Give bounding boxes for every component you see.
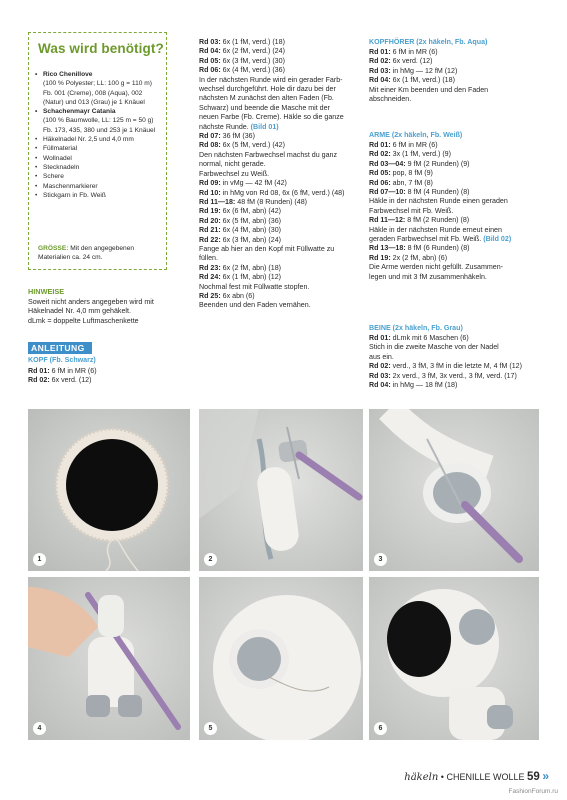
round-label: Rd 06: — [369, 178, 391, 187]
round-text: wechsel durchgeführt. Hole dir dazu bei der — [199, 85, 336, 94]
watermark: FashionForum.ru — [508, 788, 558, 795]
pattern-column-2 — [199, 38, 344, 311]
round-label: Rd 06: — [199, 66, 221, 75]
material-item: • Schachenmayr Catania — [35, 107, 165, 116]
round-text: dLmk mit 6 Maschen (6) — [390, 334, 469, 342]
round-text: 6x (4 fM, abn) (30) — [220, 226, 282, 235]
pattern-row — [199, 57, 344, 66]
round-text: 2x (2 fM, abn) (6) — [390, 253, 448, 262]
pattern-row — [199, 160, 344, 169]
photo-3-headphone — [369, 409, 539, 571]
round-label: Rd 13—18: — [369, 244, 406, 253]
round-label: Rd 02: — [28, 376, 50, 385]
round-label: Rd 11—12: — [369, 216, 406, 225]
pattern-row — [369, 254, 511, 263]
round-text: 6x (5 fM, abn) (36) — [220, 216, 282, 225]
pattern-row — [369, 216, 511, 225]
round-text: Nochmal fest mit Füllwatte stopfen. — [199, 282, 310, 291]
pattern-row — [369, 226, 511, 235]
hint-line: dLmk = doppelte Luftmaschenkette — [28, 316, 139, 325]
round-label: Rd 07: — [199, 132, 221, 141]
pattern-row — [199, 141, 344, 150]
round-text: 36 fM (36) — [220, 132, 255, 141]
hints-text — [28, 298, 154, 326]
size-text-1: Mit den angegebenen — [68, 245, 135, 252]
material-item: • Rico Chenillove — [35, 70, 165, 79]
round-text: 6x (1 fM, verd.) (18) — [220, 38, 285, 46]
pattern-row — [199, 264, 344, 273]
round-label: Rd 10: — [199, 188, 221, 197]
pattern-row — [369, 334, 522, 343]
photo-6-finished-head — [369, 577, 539, 740]
round-label: Rd 03: — [199, 38, 221, 46]
round-text: 6x abn (6) — [220, 291, 255, 300]
round-text: Die Arme werden nicht gefüllt. Zusammen- — [369, 263, 504, 272]
page-footer — [404, 769, 549, 783]
round-text: Den nächsten Farbwechsel machst du ganz — [199, 150, 338, 159]
pattern-row — [369, 150, 511, 159]
material-item: (100 % Polyester; LL: 100 g = 110 m) — [43, 80, 152, 88]
photo-number: 2 — [204, 553, 217, 566]
pattern-row — [369, 235, 511, 244]
arms-rows — [369, 141, 511, 282]
hints-title: HINWEISE — [28, 287, 65, 296]
round-text: Häkle in der nächsten Runde erneut einen — [369, 225, 502, 234]
photo-number: 3 — [374, 553, 387, 566]
round-text: in hMg von Rd 08, 6x (6 fM, verd.) (48) — [220, 188, 345, 197]
headphones-title: KOPFHÖRER (2x häkeln, Fb. Aqua) — [369, 38, 488, 46]
round-text: 2x verd., 3 fM, 3x verd., 3 fM, verd. (17) — [390, 371, 517, 380]
round-text: 6 fM in MR (6) — [390, 48, 438, 56]
pattern-row — [369, 95, 488, 104]
pattern-row — [199, 132, 344, 141]
round-text: nächste Runde. — [199, 122, 251, 131]
round-text: Mit einer Km beenden und den Faden — [369, 85, 489, 94]
pattern-row — [369, 160, 511, 169]
pattern-row — [199, 151, 344, 160]
material-item: Fb. 173, 435, 380 und 253 je 1 Knäuel — [43, 126, 156, 134]
round-text: 6 fM in MR (6) — [49, 367, 97, 375]
pattern-row — [369, 353, 522, 362]
round-text: 6x (2 fM, verd.) (24) — [220, 47, 285, 56]
headphones-rows — [369, 48, 488, 104]
round-label: Rd 01: — [369, 334, 391, 342]
pattern-row — [369, 381, 522, 390]
photo-2-arm — [199, 409, 363, 571]
pattern-row — [28, 367, 97, 376]
round-text: Fange ab hier an den Kopf mit Füllwatte zu — [199, 244, 335, 253]
round-text: 6x (3 fM, verd.) (30) — [220, 56, 285, 65]
round-label: Rd 09: — [199, 179, 221, 188]
round-label: Rd 22: — [199, 235, 221, 244]
round-label: Rd 25: — [199, 291, 221, 300]
pattern-row — [199, 236, 344, 245]
pattern-row — [199, 283, 344, 292]
round-label: Rd 04: — [199, 47, 221, 56]
materials-title: Was wird benötigt? — [38, 41, 164, 56]
round-text: 9 fM (2 Runden) (9) — [405, 159, 470, 168]
pattern-row — [369, 343, 522, 352]
round-label: Rd 19: — [369, 253, 391, 262]
round-text: normal, nicht gerade. — [199, 160, 266, 169]
pattern-row — [369, 57, 488, 66]
footer-magazine: CHENILLE WOLLE — [446, 772, 525, 782]
pattern-row — [199, 217, 344, 226]
pattern-row — [199, 85, 344, 94]
round-label: Rd 03—04: — [369, 159, 406, 168]
pattern-row — [28, 376, 97, 385]
round-label: Rd 01: — [369, 141, 391, 149]
round-text: Beenden und den Faden vernähen. — [199, 301, 311, 310]
photo-number: 5 — [204, 722, 217, 735]
pattern-row — [199, 198, 344, 207]
pattern-row — [199, 245, 344, 254]
material-item: • Maschenmarkierer — [35, 182, 165, 191]
material-item: • Schere — [35, 172, 165, 181]
round-text: 6x (3 fM, abn) (24) — [220, 235, 282, 244]
pattern-row — [199, 292, 344, 301]
round-text: 6x (5 fM, verd.) (42) — [220, 141, 285, 150]
round-text: abn, 7 fM (8) — [390, 178, 433, 187]
pattern-row — [369, 179, 511, 188]
round-label: Rd 04: — [369, 381, 391, 390]
pattern-row — [199, 113, 344, 122]
pattern-row — [369, 273, 511, 282]
round-text: füllen. — [199, 254, 218, 263]
round-label: Rd 03: — [369, 66, 391, 75]
head-rows — [28, 367, 97, 386]
material-item: • Häkelnadel Nr. 2,5 und 4,0 mm — [35, 135, 165, 144]
page-number: 59 — [527, 771, 540, 783]
round-label: Rd 05: — [199, 56, 221, 65]
round-label: Rd 01: — [369, 48, 391, 56]
round-label: Rd 05: — [369, 169, 391, 178]
material-item: • Wollnadel — [35, 154, 165, 163]
pattern-row — [369, 188, 511, 197]
round-text: abschneiden. — [369, 95, 412, 104]
round-text: 6x (2 fM, abn) (18) — [220, 263, 282, 272]
photo-1-head-base — [28, 409, 190, 571]
hint-line: Soweit nicht anders angegeben wird mit — [28, 298, 154, 306]
round-text: verd., 3 fM, 3 fM in die letzte M, 4 fM (12) — [390, 362, 522, 371]
hint-line: Häkelnadel Nr. 4,0 mm gehäkelt. — [28, 307, 131, 316]
round-text: Häkle in der nächsten Runde einen geraden — [369, 197, 508, 206]
round-text: 6x verd. (12) — [49, 376, 92, 385]
pattern-row — [199, 254, 344, 263]
materials-box — [28, 32, 167, 270]
round-text: in hMg — 12 fM (12) — [390, 66, 458, 75]
pattern-row — [199, 104, 344, 113]
round-label: Rd 03: — [369, 371, 391, 380]
round-label: Rd 19: — [199, 207, 221, 216]
pattern-row — [199, 301, 344, 310]
pattern-row — [369, 169, 511, 178]
round-label: Rd 23: — [199, 263, 221, 272]
pattern-row — [369, 207, 511, 216]
photo-reference: (Bild 01) — [250, 122, 279, 131]
pattern-row — [199, 273, 344, 282]
round-text: Farbwechsel zu Weiß. — [199, 169, 270, 178]
round-label: Rd 04: — [369, 76, 391, 85]
material-item: Fb. 001 (Creme), 008 (Aqua), 002 — [43, 89, 143, 97]
round-text: 6x (4 fM, verd.) (36) — [220, 66, 285, 75]
pattern-row — [199, 76, 344, 85]
pattern-row — [369, 141, 511, 150]
round-text: 8 fM (2 Runden) (8) — [405, 216, 470, 225]
round-text: legen und mit 3 fM zusammenhäkeln. — [369, 272, 487, 281]
round-label: Rd 08: — [199, 141, 221, 150]
pattern-row — [369, 197, 511, 206]
materials-list — [35, 70, 165, 200]
material-item: (100 % Baumwolle, LL: 125 m = 50 g) — [43, 117, 154, 125]
round-text: 6 fM in MR (6) — [390, 141, 438, 149]
material-item: • Stecknadeln — [35, 163, 165, 172]
pattern-row — [199, 170, 344, 179]
round-label: Rd 24: — [199, 273, 221, 282]
round-text: Farbwechsel mit Fb. Weiß. — [369, 206, 454, 215]
material-item: • Stickgarn in Fb. Weiß — [35, 191, 165, 200]
round-text: in vMg — 42 fM (42) — [220, 179, 287, 188]
pattern-row — [369, 86, 488, 95]
instructions-label: ANLEITUNG — [28, 342, 92, 354]
pattern-row — [199, 189, 344, 198]
size-text-2: Materialien ca. 24 cm. — [38, 254, 103, 262]
legs-title: BEINE (2x häkeln, Fb. Grau) — [369, 324, 463, 332]
round-label: Rd 02: — [369, 150, 391, 159]
pattern-row — [199, 94, 344, 103]
size-note — [38, 244, 134, 263]
round-label: Rd 21: — [199, 226, 221, 235]
material-item: (Natur) und 013 (Grau) je 1 Knäuel — [43, 98, 145, 106]
arms-title: ARME (2x häkeln, Fb. Weiß) — [369, 131, 463, 139]
pattern-row — [369, 244, 511, 253]
round-label: Rd 11—18: — [199, 197, 236, 206]
round-text: 6x (6 fM, abn) (42) — [220, 207, 282, 216]
round-text: in hMg — 18 fM (18) — [390, 381, 458, 390]
round-label: Rd 02: — [369, 362, 391, 371]
size-label: GRÖSSE: — [38, 245, 69, 252]
round-text: Stich in die zweite Masche von der Nadel — [369, 343, 499, 352]
pattern-row — [369, 372, 522, 381]
round-label: Rd 20: — [199, 216, 221, 225]
footer-brand: häkeln — [404, 772, 439, 783]
round-text: Schwarz) und beende die Masche mit der — [199, 103, 330, 112]
photo-4-body-sewing — [28, 577, 190, 740]
material-item: • Füllmaterial — [35, 144, 165, 153]
round-text: aus ein. — [369, 352, 394, 361]
photo-number: 1 — [33, 553, 46, 566]
pattern-row — [369, 48, 488, 57]
round-text: 8 fM (4 Runden) (8) — [405, 188, 470, 197]
round-text: In der nächsten Runde wird ein gerader Farb- — [199, 75, 343, 84]
pattern-row — [369, 76, 488, 85]
next-page-arrow-icon: » — [542, 769, 549, 783]
round-label: Rd 01: — [28, 367, 50, 375]
round-text: 6x (1 fM, verd.) (18) — [390, 76, 455, 85]
round-text: neuen Farbe (Fb. Creme). Häkle so die ganze — [199, 113, 344, 122]
round-text: pop, 8 fM (9) — [390, 169, 433, 178]
pattern-row — [199, 207, 344, 216]
pattern-row — [199, 47, 344, 56]
pattern-row — [199, 179, 344, 188]
round-text: 3x (1 fM, verd.) (9) — [390, 150, 451, 159]
round-label: Rd 07—10: — [369, 188, 406, 197]
round-label: Rd 02: — [369, 57, 391, 66]
round-text: nächsten M zunächst den alten Faden (Fb. — [199, 94, 334, 103]
pattern-row — [369, 362, 522, 371]
round-text: 6x (1 fM, abn) (12) — [220, 273, 282, 282]
photo-number: 4 — [33, 722, 46, 735]
round-text: 6x verd. (12) — [390, 57, 433, 66]
photo-5-head-headphone — [199, 577, 363, 740]
round-text: 8 fM (6 Runden) (8) — [405, 244, 470, 253]
photo-reference: (Bild 02) — [483, 235, 512, 244]
pattern-row — [199, 123, 344, 132]
photo-number: 6 — [374, 722, 387, 735]
legs-rows — [369, 334, 522, 390]
pattern-row — [369, 263, 511, 272]
pattern-row — [199, 66, 344, 75]
pattern-row — [199, 38, 344, 47]
pattern-row — [199, 226, 344, 235]
round-text: geraden Farbwechsel mit Fb. Weiß. — [369, 235, 484, 244]
head-title: KOPF (Fb. Schwarz) — [28, 356, 96, 364]
footer-separator: • — [438, 772, 447, 782]
round-text: 48 fM (8 Runden) (48) — [235, 197, 308, 206]
pattern-row — [369, 67, 488, 76]
